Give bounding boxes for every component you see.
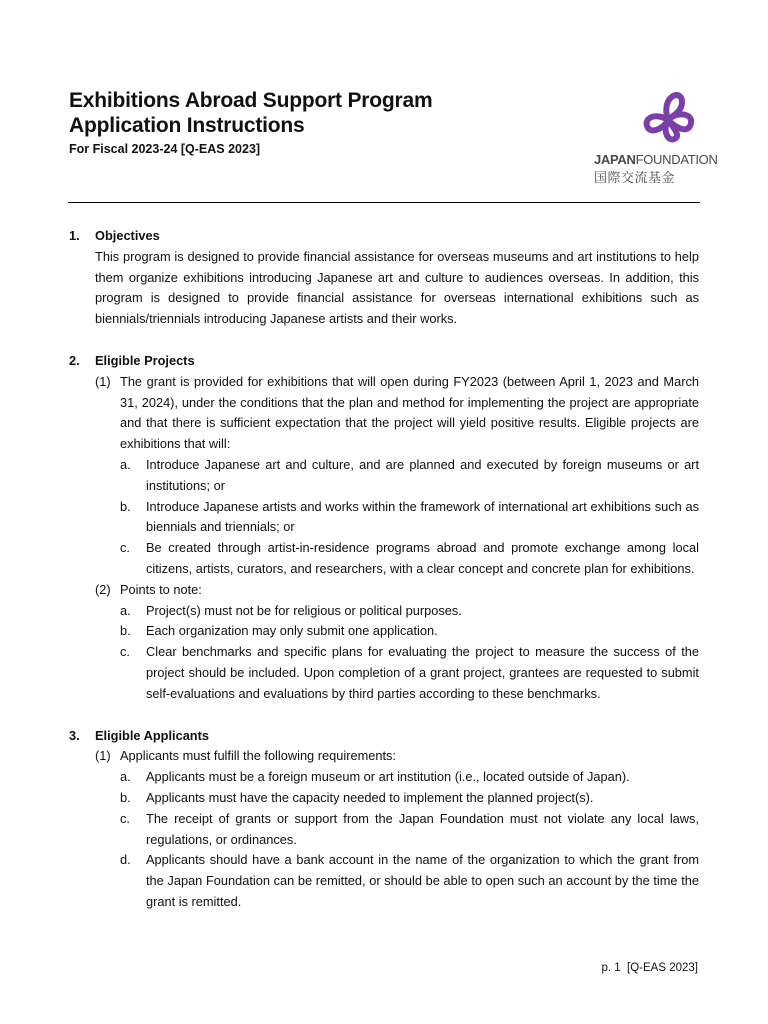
item-number: (2) [95,581,111,597]
sub-item-letter: a. [120,456,131,472]
sub-item-letter: b. [120,789,131,805]
title-line-1: Exhibitions Abroad Support Program [69,89,433,112]
sub-item-text: Introduce Japanese artists and works within the framework of international art exhibitions such as biennials and triennials; or [146,498,699,535]
sub-item-text: Applicants should have a bank account in the name of the organization to which the grant from the Japan Foundation can be remitted, or should be able to open such an account by the time the grant is remitted. [146,852,699,909]
section-title: Eligible Applicants [95,727,210,743]
item-number: (1) [95,748,111,764]
sub-item [120,538,699,580]
sub-item-letter: c. [120,540,130,556]
section-paragraph: This program is designed to provide financial assistance for overseas museums and art institutions to help them organize exhibitions introducing Japanese art and culture to audiences overseas. In addition, this program is designed to provide financial assistance for overseas international exhibitions such as biennials/triennials introducing Japanese artists and their works. [95,248,699,327]
section-number: 1. [69,228,80,243]
sub-item [120,642,699,704]
sub-item-text: The receipt of grants or support from the Japan Foundation must not violate any local laws, regulations, or ordinances. [146,810,699,847]
document-body [69,226,699,913]
document-subtitle: For Fiscal 2023-24 [Q-EAS 2023] [69,142,261,156]
sub-item [120,767,699,788]
document-title [69,88,432,138]
sub-item-letter: b. [120,498,131,514]
sub-item [120,788,699,809]
section-title: Eligible Projects [95,352,195,368]
section-number: 2. [69,352,80,368]
sub-item-text: Each organization may only submit one application. [146,623,438,639]
list-item [95,746,699,767]
sub-item-text: Applicants must have the capacity needed to implement the planned project(s). [146,789,594,805]
japan-foundation-logo [594,86,718,186]
section-heading [69,351,699,372]
sub-item [120,601,699,622]
sub-item [120,621,699,642]
item-number: (1) [95,373,111,389]
sub-item [120,455,699,497]
document-code: [Q-EAS 2023] [627,962,698,974]
logo-english-text [594,152,718,167]
page-footer [601,962,698,974]
sub-item-text: Applicants must be a foreign museum or art institution (i.e., located outside of Japan). [146,769,630,785]
item-text: Points to note: [120,581,202,597]
sub-item-letter: b. [120,623,131,639]
sub-item-letter: d. [120,852,131,868]
logo-text-foundation: FOUNDATION [635,152,718,167]
section-title: Objectives [95,228,160,243]
section-eligible-projects [69,351,699,705]
sub-item [120,809,699,851]
sub-item-text: Be created through artist-in-residence programs abroad and promote exchange among local citizens, artists, curators, and researchers, with a clear concept and concrete plan for exhibitions. [146,540,699,576]
sub-item-text: Clear benchmarks and specific plans for evaluating the project to measure the success of the project should be included. Upon completion of a grant project, grantees are requested to submit self-evaluations and evaluations by third parties according to these benchmarks. [146,644,699,701]
logo-japanese-text: 国際交流基金 [594,170,676,185]
sub-item-letter: c. [120,810,130,826]
sub-item-letter: c. [120,644,130,660]
section-number: 3. [69,727,80,743]
sub-item-text: Project(s) must not be for religious or political purposes. [146,602,462,618]
sub-item-letter: a. [120,602,131,618]
sub-item-letter: a. [120,769,131,785]
butterfly-logo-icon [638,86,700,148]
section-heading [69,226,699,247]
section-heading [69,726,699,747]
sub-item-text: Introduce Japanese art and culture, and are planned and executed by foreign museums or art institutions; or [146,456,699,493]
list-item [95,580,699,601]
page-number: p. 1 [601,962,621,974]
section-eligible-applicants [69,726,699,913]
section-objectives [69,226,699,330]
title-line-2: Application Instructions [69,114,305,137]
sub-item [120,850,699,912]
sub-item [120,497,699,539]
header-divider [68,202,700,203]
item-text: The grant is provided for exhibitions that will open during FY2023 (between April 1, 2023 and March 31, 2024), under the conditions that the plan and method for implementing the project are appropriate and that there is sufficient expectation that the project will yield positive results. Eligible projects are exhibitions that will: [120,373,699,452]
item-text: Applicants must fulfill the following requirements: [120,748,396,764]
logo-text-japan: JAPAN [594,152,636,167]
list-item [95,372,699,455]
